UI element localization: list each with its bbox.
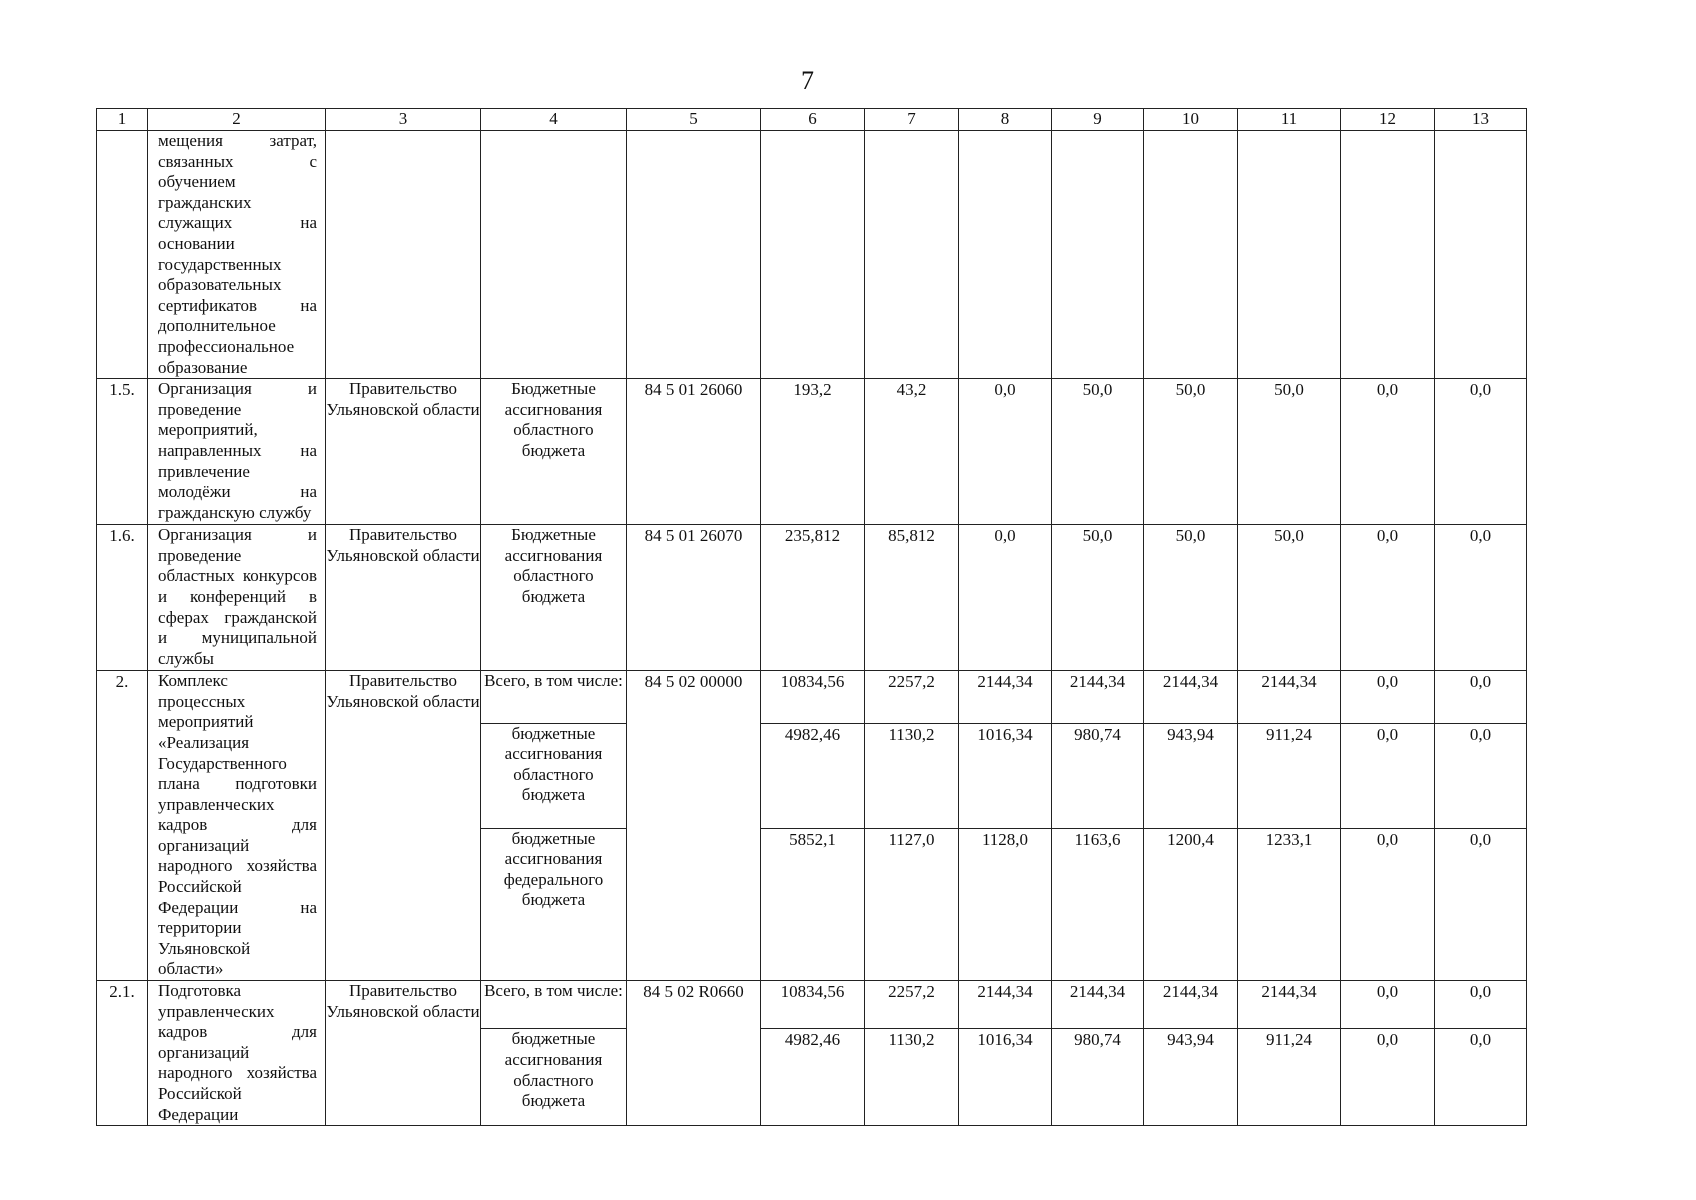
value-cell: 50,0 bbox=[1052, 379, 1144, 525]
value-cell: 0,0 bbox=[1435, 1029, 1527, 1126]
value-cell: 4982,46 bbox=[761, 723, 865, 828]
value-cell: 0,0 bbox=[1341, 1029, 1435, 1126]
row-number: 2. bbox=[97, 671, 148, 981]
value-cell: 980,74 bbox=[1052, 1029, 1144, 1126]
value-cell: 10834,56 bbox=[761, 671, 865, 723]
value-cell: 911,24 bbox=[1238, 723, 1341, 828]
value-cell: 2257,2 bbox=[865, 981, 959, 1029]
header-cell: 1 bbox=[97, 109, 148, 131]
budget-table bbox=[96, 108, 1527, 1126]
value-cell: 50,0 bbox=[1238, 525, 1341, 671]
funding-source: бюджетные ассигнования федерального бюджета bbox=[481, 828, 627, 980]
header-cell: 2 bbox=[148, 109, 326, 131]
measure-name: мещения затрат, связанных с обучением гражданских служащих на основании государственных образовательных сертификатов на дополнительное профессиональное образование bbox=[148, 131, 326, 379]
value-cell: 0,0 bbox=[959, 525, 1052, 671]
header-cell: 7 bbox=[865, 109, 959, 131]
value-cell: 0,0 bbox=[1341, 981, 1435, 1029]
value-cell: 943,94 bbox=[1144, 1029, 1238, 1126]
executor: Правительство Ульяновской области bbox=[326, 671, 481, 981]
value-cell: 0,0 bbox=[1341, 379, 1435, 525]
measure-name: Организация и проведение областных конкурсов и конференций в сферах гражданской и муниципальной службы bbox=[148, 525, 326, 671]
executor: Правительство Ульяновской области bbox=[326, 981, 481, 1126]
value-cell: 1233,1 bbox=[1238, 828, 1341, 980]
value-cell: 2144,34 bbox=[959, 671, 1052, 723]
value-cell: 4982,46 bbox=[761, 1029, 865, 1126]
value-cell: 0,0 bbox=[1341, 828, 1435, 980]
table-row bbox=[97, 379, 1527, 525]
header-cell: 4 bbox=[481, 109, 627, 131]
value-cell: 1128,0 bbox=[959, 828, 1052, 980]
value-cell: 5852,1 bbox=[761, 828, 865, 980]
budget-code: 84 5 02 R0660 bbox=[627, 981, 761, 1126]
header-cell: 11 bbox=[1238, 109, 1341, 131]
funding-source: Всего, в том числе: bbox=[481, 671, 627, 723]
value-cell: 2257,2 bbox=[865, 671, 959, 723]
funding-source: Бюджетные ассигнования областного бюджета bbox=[481, 379, 627, 525]
value-cell: 2144,34 bbox=[1052, 981, 1144, 1029]
row-number: 1.5. bbox=[97, 379, 148, 525]
value-cell: 2144,34 bbox=[1144, 671, 1238, 723]
value-cell: 0,0 bbox=[1435, 981, 1527, 1029]
value-cell: 0,0 bbox=[1435, 828, 1527, 980]
row-number: 1.6. bbox=[97, 525, 148, 671]
value-cell: 43,2 bbox=[865, 379, 959, 525]
header-cell: 8 bbox=[959, 109, 1052, 131]
value-cell: 1163,6 bbox=[1052, 828, 1144, 980]
table-row bbox=[97, 131, 1527, 379]
value-cell: 50,0 bbox=[1052, 525, 1144, 671]
value-cell: 2144,34 bbox=[1052, 671, 1144, 723]
measure-name: Комплекс процессных мероприятий «Реализация Государственного плана подготовки управленческих кадров для организаций народного хозяйства Российской Федерации на территории Ульяновской области» bbox=[148, 671, 326, 981]
value-cell: 50,0 bbox=[1238, 379, 1341, 525]
header-cell: 9 bbox=[1052, 109, 1144, 131]
executor: Правительство Ульяновской области bbox=[326, 525, 481, 671]
budget-code: 84 5 01 26070 bbox=[627, 525, 761, 671]
header-cell: 6 bbox=[761, 109, 865, 131]
value-cell: 980,74 bbox=[1052, 723, 1144, 828]
header-cell: 13 bbox=[1435, 109, 1527, 131]
value-cell: 1200,4 bbox=[1144, 828, 1238, 980]
value-cell: 2144,34 bbox=[1144, 981, 1238, 1029]
value-cell: 2144,34 bbox=[959, 981, 1052, 1029]
header-cell: 3 bbox=[326, 109, 481, 131]
value-cell: 1130,2 bbox=[865, 723, 959, 828]
value-cell: 943,94 bbox=[1144, 723, 1238, 828]
table-row bbox=[97, 671, 1527, 723]
executor: Правительство Ульяновской области bbox=[326, 379, 481, 525]
page-number: 7 bbox=[801, 66, 814, 95]
measure-name: Организация и проведение мероприятий, направленных на привлечение молодёжи на гражданскую службу bbox=[148, 379, 326, 525]
table-row bbox=[97, 525, 1527, 671]
value-cell: 0,0 bbox=[1341, 723, 1435, 828]
value-cell: 235,812 bbox=[761, 525, 865, 671]
value-cell: 193,2 bbox=[761, 379, 865, 525]
budget-code: 84 5 02 00000 bbox=[627, 671, 761, 981]
value-cell: 1130,2 bbox=[865, 1029, 959, 1126]
value-cell: 2144,34 bbox=[1238, 981, 1341, 1029]
measure-name: Подготовка управленческих кадров для организаций народного хозяйства Российской Федерации bbox=[148, 981, 326, 1126]
value-cell: 0,0 bbox=[1435, 723, 1527, 828]
value-cell: 911,24 bbox=[1238, 1029, 1341, 1126]
funding-source: Бюджетные ассигнования областного бюджета bbox=[481, 525, 627, 671]
value-cell: 10834,56 bbox=[761, 981, 865, 1029]
value-cell: 0,0 bbox=[1435, 525, 1527, 671]
value-cell: 0,0 bbox=[1341, 671, 1435, 723]
header-cell: 12 bbox=[1341, 109, 1435, 131]
funding-source: Всего, в том числе: bbox=[481, 981, 627, 1029]
value-cell: 0,0 bbox=[1435, 671, 1527, 723]
value-cell: 50,0 bbox=[1144, 379, 1238, 525]
funding-source: бюджетные ассигнования областного бюджета bbox=[481, 723, 627, 828]
value-cell: 0,0 bbox=[1435, 379, 1527, 525]
value-cell: 1127,0 bbox=[865, 828, 959, 980]
header-row bbox=[97, 109, 1527, 131]
value-cell: 85,812 bbox=[865, 525, 959, 671]
table-row bbox=[97, 981, 1527, 1029]
value-cell: 50,0 bbox=[1144, 525, 1238, 671]
value-cell: 1016,34 bbox=[959, 1029, 1052, 1126]
value-cell: 2144,34 bbox=[1238, 671, 1341, 723]
budget-code: 84 5 01 26060 bbox=[627, 379, 761, 525]
header-cell: 10 bbox=[1144, 109, 1238, 131]
funding-source: бюджетные ассигнования областного бюджета bbox=[481, 1029, 627, 1126]
value-cell: 0,0 bbox=[1341, 525, 1435, 671]
value-cell: 0,0 bbox=[959, 379, 1052, 525]
header-cell: 5 bbox=[627, 109, 761, 131]
row-number: 2.1. bbox=[97, 981, 148, 1126]
value-cell: 1016,34 bbox=[959, 723, 1052, 828]
